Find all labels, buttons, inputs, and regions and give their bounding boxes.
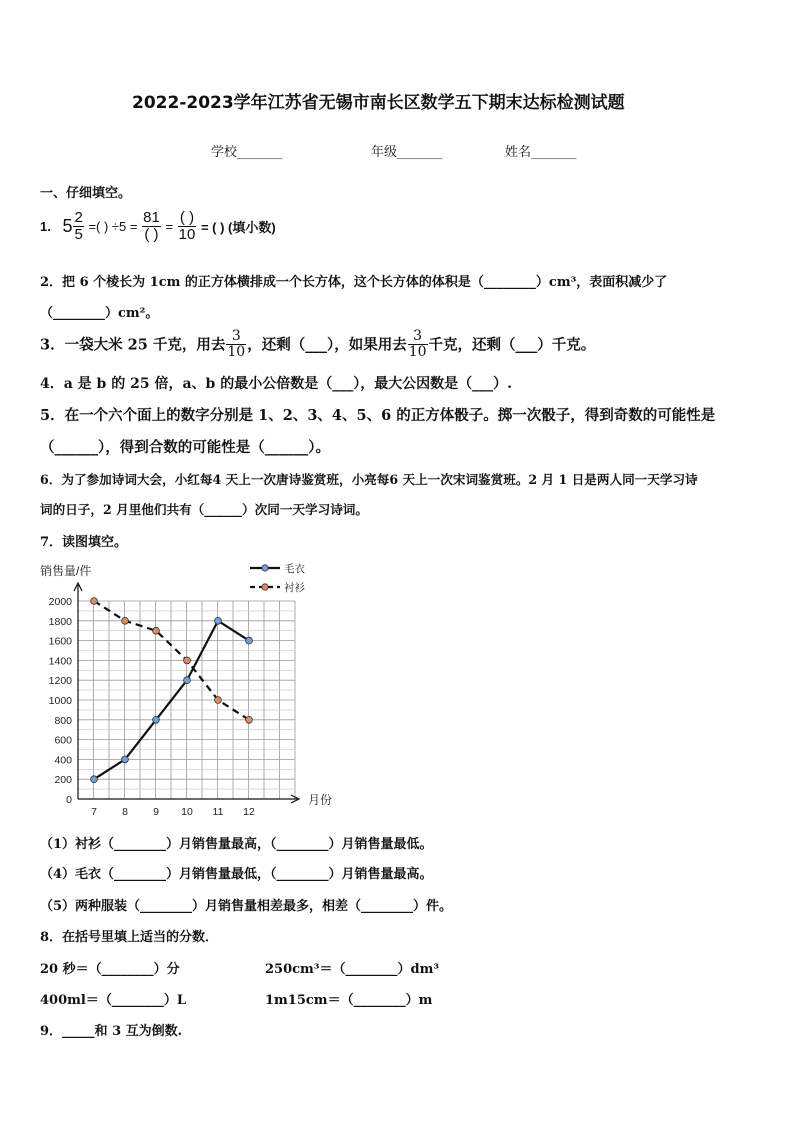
legend-label: 毛衣 — [284, 563, 305, 575]
data-point — [153, 627, 160, 634]
data-point — [184, 677, 191, 684]
name-field[interactable]: 姓名_______ — [505, 145, 577, 160]
x-tick-label: 7 — [91, 806, 97, 815]
data-point — [122, 617, 129, 624]
q3-part-a: 3．一袋大米 25 千克，用去 — [40, 336, 226, 354]
y-tick-label: 600 — [54, 734, 72, 747]
data-point — [246, 716, 253, 723]
y-tick-label: 1600 — [48, 635, 72, 648]
page-title: 2022-2023学年江苏省无锡市南长区数学五下期末达标检测试题 — [132, 93, 625, 113]
q3-fraction-2: $\frac{3}{10}$ — [408, 328, 427, 360]
y-tick-label: 2000 — [48, 596, 72, 608]
data-point — [122, 756, 129, 763]
data-point — [246, 637, 253, 644]
question-8-label: 8．在括号里填上适当的分数． — [40, 930, 219, 945]
question-6-line-2: 词的日子，2 月里他们共有（______）次同一天学习诗词。 — [40, 502, 368, 517]
data-point — [215, 697, 222, 704]
q1-whole: 5 — [62, 215, 73, 236]
x-tick-label: 9 — [153, 806, 159, 815]
x-tick-label: 12 — [243, 806, 255, 815]
data-point — [153, 716, 160, 723]
question-7-sub-1: （1）衬衫（________）月销售量最高，（________）月销售量最低。 — [40, 837, 433, 852]
chart-x-tick-labels — [91, 806, 255, 815]
question-2-line-1: 2．把 6 个棱长为 1cm 的正方体横排成一个长方体，这个长方体的体积是（________）cm³，表面积减少了 — [40, 275, 668, 290]
chart-y-axis-label: 销售量/件 — [40, 564, 92, 578]
question-2-line-2: （________）cm²。 — [40, 306, 159, 321]
y-tick-label: 1400 — [48, 655, 72, 668]
q1-number: 1. — [40, 218, 51, 234]
section-heading: 一、仔细填空。 — [40, 186, 132, 201]
q3-part-c: 千克，还剩（___）千克。 — [428, 336, 596, 354]
legend-marker — [262, 584, 268, 590]
data-point — [91, 598, 98, 605]
y-tick-label: 1000 — [48, 695, 72, 707]
question-5-line-2: （______），得到合数的可能性是（______）。 — [40, 439, 330, 456]
question-8-a: 20 秒＝（________）分 — [40, 962, 180, 977]
q1-mid: =( ) ÷5 = — [88, 218, 138, 234]
x-tick-label: 10 — [181, 806, 193, 815]
data-point — [184, 657, 191, 664]
q1-equals: = — [165, 218, 174, 234]
y-tick-label: 0 — [66, 794, 72, 806]
legend-label: 衬衫 — [284, 582, 305, 594]
chart-x-axis-label: 月份 — [308, 793, 333, 807]
y-tick-label: 400 — [54, 754, 72, 767]
q1-fraction-2: $\frac{81}{( )}$ — [143, 209, 160, 243]
x-tick-label: 8 — [122, 806, 128, 815]
data-point — [91, 776, 98, 783]
question-8-d: 1m15cm＝（________）m — [265, 993, 433, 1008]
y-tick-label: 1200 — [48, 675, 72, 688]
question-4: 4．a 是 b 的 25 倍，a、b 的最小公倍数是（___），最大公因数是（___）. — [40, 376, 513, 392]
q1-fraction-1: $\frac{2}{5}$ — [74, 209, 83, 243]
q3-part-b: ，还剩（___），如果用去 — [247, 336, 407, 354]
grade-field[interactable]: 年级_______ — [371, 145, 443, 160]
legend-marker — [262, 565, 268, 571]
question-8-c: 400ml＝（________）L — [40, 993, 186, 1008]
y-tick-label: 800 — [54, 714, 72, 727]
question-7-label: 7．读图填空。 — [40, 535, 128, 550]
chart-y-tick-labels — [49, 596, 73, 806]
question-1 — [40, 210, 276, 243]
question-6-line-1: 6．为了参加诗词大会，小红每4 天上一次唐诗鉴赏班，小亮每6 天上一次宋词鉴赏班。2 月 1 日是两人同一天学习诗 — [40, 472, 698, 487]
q3-fraction-1: $\frac{3}{10}$ — [227, 328, 246, 360]
q1-tail: = ( ) (填小数) — [200, 219, 276, 235]
question-9: 9．_____和 3 互为倒数. — [40, 1024, 183, 1039]
data-point — [215, 617, 222, 624]
x-tick-label: 11 — [212, 806, 224, 815]
question-8-b: 250cm³＝（________）dm³ — [265, 962, 440, 977]
sales-line-chart — [30, 555, 350, 815]
school-field[interactable]: 学校_______ — [211, 145, 283, 160]
question-5-line-1: 5．在一个六个面上的数字分别是 1、2、3、4、5、6 的正方体骰子。掷一次骰子，得到奇数的可能性是 — [40, 407, 716, 424]
question-7-sub-4: （4）毛衣（________）月销售量最低，（________）月销售量最高。 — [40, 867, 433, 882]
y-tick-label: 200 — [54, 774, 72, 787]
question-7-sub-5: （5）两种服装（________）月销售量相差最多，相差（________）件。 — [40, 899, 453, 914]
y-tick-label: 1800 — [48, 615, 72, 628]
chart-legend — [250, 562, 305, 594]
question-3 — [40, 329, 595, 359]
q1-fraction-3: $\frac{( )}{10}$ — [178, 209, 196, 243]
